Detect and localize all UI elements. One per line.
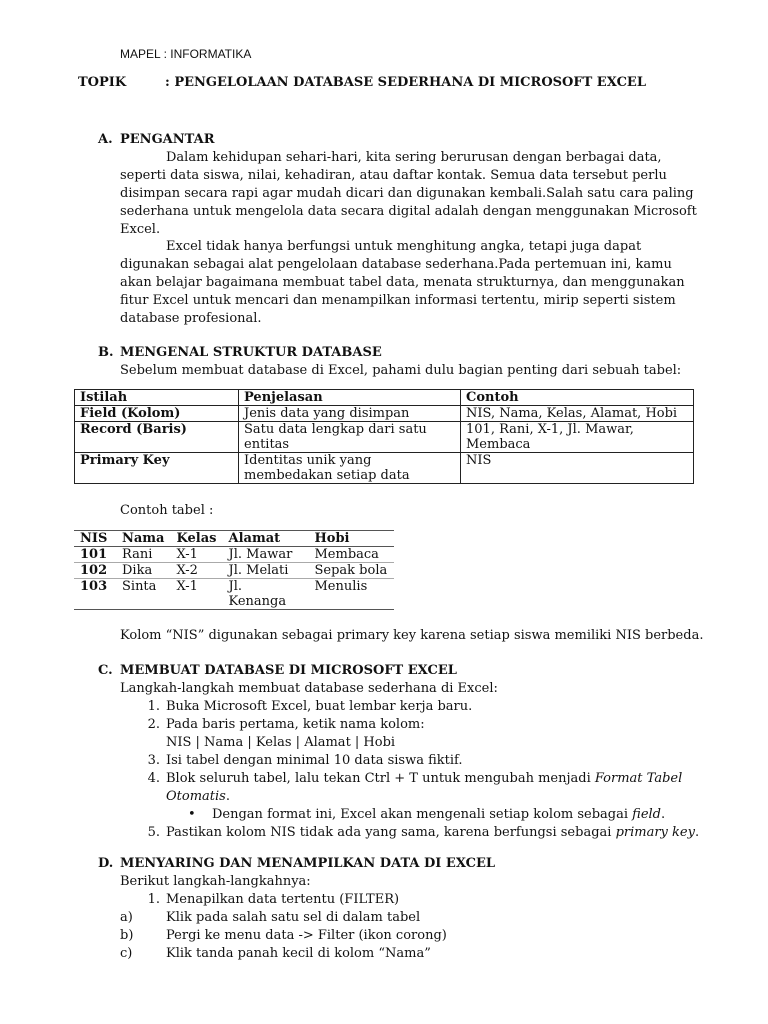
list-number: 5.: [147, 825, 160, 840]
section-d-letter: D.: [98, 856, 114, 871]
section-a-title: PENGANTAR: [120, 132, 215, 147]
table-row: [75, 406, 694, 422]
table-header-cell: NIS: [74, 531, 116, 547]
section-c-intro: Langkah-langkah membuat database sederhana di Excel:: [120, 681, 498, 696]
table-cell: Dika: [116, 563, 171, 579]
table-cell: Rani: [116, 547, 171, 563]
example-table-label: Contoh tabel :: [120, 503, 214, 518]
table-cell: NIS: [461, 453, 694, 484]
bullet-text: [212, 806, 712, 824]
section-a-paragraph-1: Dalam kehidupan sehari-hari, kita sering berurusan dengan berbagai data, seperti data siswa, nilai, kehadiran, atau daftar kontak. Semua data tersebut perlu disimpan secara rapi agar mudah dicari dan digunakan kembali.Salah satu cara paling sederhana untuk mengelola data secara digital adalah dengan menggunakan Microsoft Excel.: [120, 150, 697, 237]
table-cell: Record (Baris): [75, 422, 239, 453]
list-number: 2.: [147, 717, 160, 732]
table-header-row: [75, 390, 694, 406]
list-text: Pada baris pertama, ketik nama kolom:: [166, 717, 425, 732]
table-cell: Field (Kolom): [75, 406, 239, 422]
section-c-letter: C.: [98, 663, 113, 678]
table-row: [74, 579, 394, 610]
section-d-heading: [98, 855, 496, 873]
list-text: [166, 770, 706, 806]
topic-title: : PENGELOLAAN DATABASE SEDERHANA DI MICROSOFT EXCEL: [165, 75, 646, 90]
table-cell: Sepak bola: [309, 563, 395, 579]
list-text: Menapilkan data tertentu (FILTER): [166, 892, 400, 907]
section-c-title: MEMBUAT DATABASE DI MICROSOFT EXCEL: [120, 663, 457, 678]
table-cell: 102: [74, 563, 116, 579]
list-number: 1.: [147, 892, 160, 907]
list-text-italic: primary key: [615, 825, 695, 840]
table-cell: Identitas unik yang membedakan setiap data: [239, 453, 461, 484]
table-header-cell: Hobi: [309, 531, 395, 547]
bullet-text-part: .: [661, 807, 666, 822]
list-number: 3.: [147, 753, 160, 768]
table-header-row: [74, 531, 394, 547]
bullet-icon: •: [188, 807, 196, 822]
list-letter: b): [120, 928, 134, 943]
list-letter: c): [120, 946, 133, 961]
structure-table: [74, 389, 694, 484]
table-cell: Menulis: [309, 579, 395, 610]
table-header-cell: Penjelasan: [239, 390, 461, 406]
list-number: 1.: [147, 699, 160, 714]
table-cell: NIS, Nama, Kelas, Alamat, Hobi: [461, 406, 694, 422]
list-text: Isi tabel dengan minimal 10 data siswa fiktif.: [166, 753, 463, 768]
table-cell: Satu data lengkap dari satu entitas: [239, 422, 461, 453]
table-cell: Primary Key: [75, 453, 239, 484]
section-a-paragraph-2: Excel tidak hanya berfungsi untuk menghitung angka, tetapi juga dapat digunakan sebagai alat pengelolaan database sederhana.Pada pertemuan ini, kamu akan belajar bagaimana membuat tabel data, menata strukturnya, dan menggunakan fitur Excel untuk mencari dan menampilkan informasi tertentu, mirip seperti sistem database profesional.: [120, 239, 685, 326]
table-header-cell: Alamat: [223, 531, 309, 547]
section-b-heading: [98, 344, 382, 362]
bullet-text-part: Dengan format ini, Excel akan mengenali setiap kolom sebagai: [212, 807, 633, 822]
list-text: Pergi ke menu data -> Filter (ikon corong): [166, 928, 447, 943]
table-cell: 101, Rani, X-1, Jl. Mawar, Membaca: [461, 422, 694, 453]
table-row: [75, 422, 694, 453]
table-cell: Jl. Mawar: [223, 547, 309, 563]
table-cell: Sinta: [116, 579, 171, 610]
table-header-cell: Kelas: [171, 531, 223, 547]
table-row: [75, 453, 694, 484]
list-text-part: Pastikan kolom NIS tidak ada yang sama, karena berfungsi sebagai: [166, 825, 616, 840]
table-cell: Jenis data yang disimpan: [239, 406, 461, 422]
list-text-part: .: [225, 789, 230, 804]
table-cell: X-1: [171, 579, 223, 610]
table-cell: X-2: [171, 563, 223, 579]
primary-key-note: Kolom “NIS” digunakan sebagai primary key karena setiap siswa memiliki NIS berbeda.: [120, 628, 704, 643]
section-d-title: MENYARING DAN MENAMPILKAN DATA DI EXCEL: [120, 856, 496, 871]
table-cell: Jl. Kenanga: [223, 579, 309, 610]
section-c-heading: [98, 662, 457, 680]
list-text-italic: Format Tabel Otomatis: [166, 771, 683, 804]
example-table: [74, 530, 394, 610]
list-text: Buka Microsoft Excel, buat lembar kerja baru.: [166, 699, 473, 714]
table-row: [74, 563, 394, 579]
list-text: Klik pada salah satu sel di dalam tabel: [166, 910, 421, 925]
list-text: Klik tanda panah kecil di kolom “Nama”: [166, 946, 431, 961]
table-cell: 103: [74, 579, 116, 610]
table-header-cell: Contoh: [461, 390, 694, 406]
section-a-heading: [98, 131, 215, 149]
list-text: [166, 824, 706, 842]
table-header-cell: Istilah: [75, 390, 239, 406]
column-names: NIS | Nama | Kelas | Alamat | Hobi: [166, 735, 396, 750]
table-cell: 101: [74, 547, 116, 563]
table-cell: Jl. Melati: [223, 563, 309, 579]
table-row: [74, 547, 394, 563]
subject-label: MAPEL : INFORMATIKA: [120, 47, 252, 61]
list-letter: a): [120, 910, 133, 925]
table-cell: Membaca: [309, 547, 395, 563]
topic-label: TOPIK: [78, 75, 127, 90]
table-cell: X-1: [171, 547, 223, 563]
section-b-intro: Sebelum membuat database di Excel, pahami dulu bagian penting dari sebuah tabel:: [120, 363, 682, 378]
bullet-text-italic: field: [632, 807, 661, 822]
list-number: 4.: [147, 771, 160, 786]
section-d-intro: Berikut langkah-langkahnya:: [120, 874, 311, 889]
list-text-part: .: [694, 825, 700, 840]
section-b-letter: B.: [98, 345, 114, 360]
section-a-letter: A.: [98, 132, 113, 147]
table-header-cell: Nama: [116, 531, 171, 547]
section-b-title: MENGENAL STRUKTUR DATABASE: [120, 345, 382, 360]
list-text-part: Blok seluruh tabel, lalu tekan Ctrl + T untuk mengubah menjadi: [166, 771, 595, 786]
